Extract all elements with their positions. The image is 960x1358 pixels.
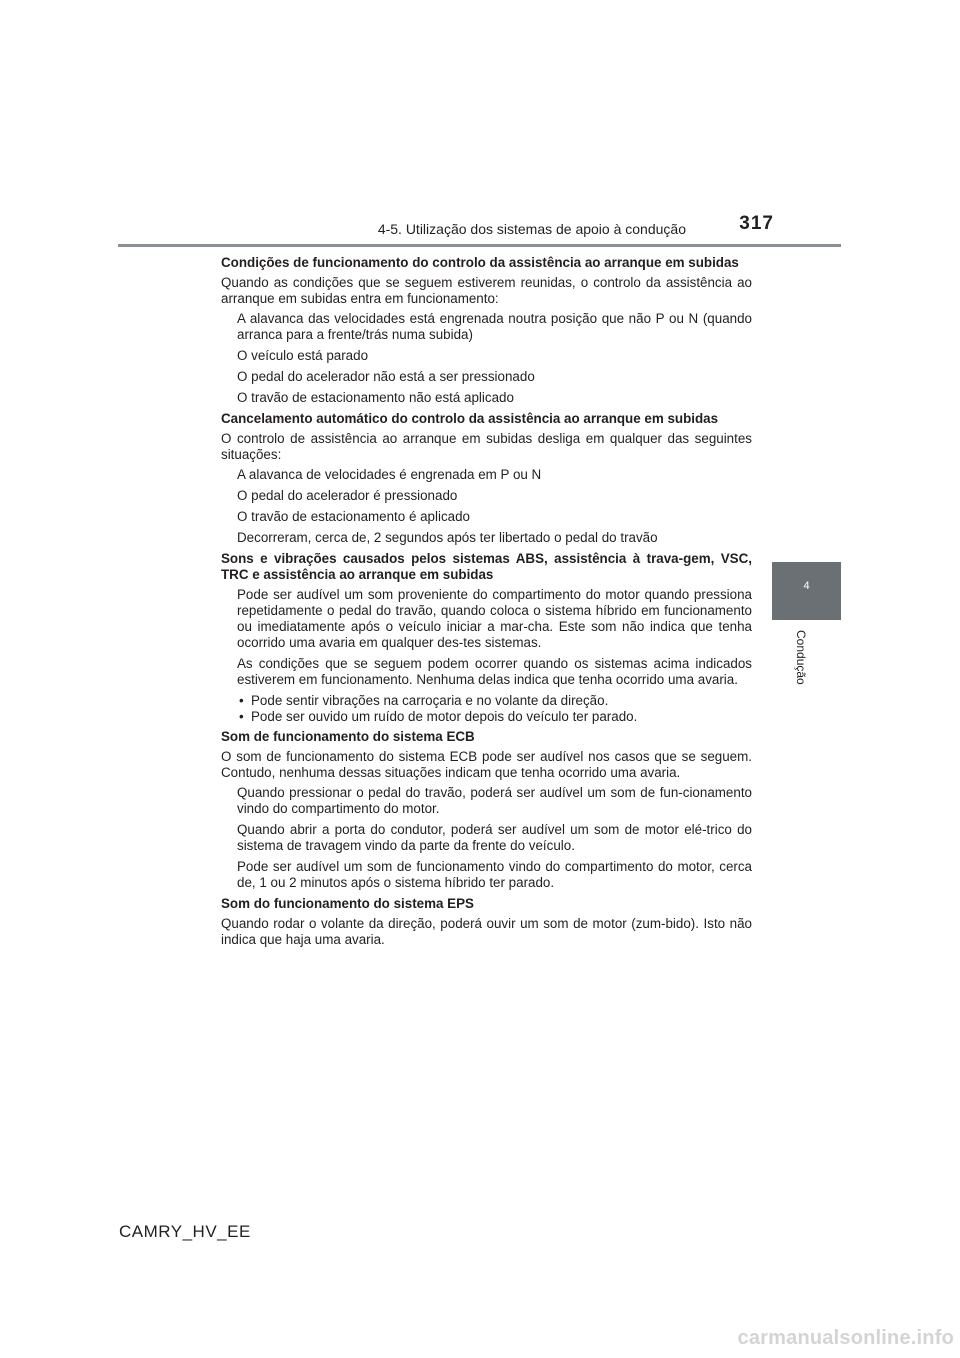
bullet-glyph: • [239, 709, 244, 724]
cancel-item: A alavanca de velocidades é engrenada em P ou N [237, 467, 542, 482]
chapter-label: Condução [794, 630, 808, 685]
condition-item: O travão de estacionamento não está aplicado [237, 390, 514, 405]
watermark: carmanualsonline.info [737, 1327, 954, 1349]
note-item: Pode ser audível um som proveniente do compartimento do motor quando pressiona repetidamente o pedal do travão, quando coloca o sistema híbrido em funcionamento ou imediatamente após o veículo iniciar a mar-cha. Este som não indica que tenha ocorrido uma avaria em qualquer des-tes sistemas. [237, 587, 752, 650]
section-title: 4-5. Utilização dos sistemas de apoio à condução [377, 221, 686, 237]
page-content [221, 255, 752, 952]
cancel-item: O travão de estacionamento é aplicado [237, 509, 470, 524]
condition-item: O pedal do acelerador não está a ser pressionado [237, 369, 535, 384]
section-heading: Cancelamento automático do controlo da assistência ao arranque em subidas [221, 411, 719, 426]
section-heading: Som do funcionamento do sistema EPS [221, 896, 474, 911]
bullet-item [239, 693, 752, 709]
bullet-glyph: • [239, 693, 244, 708]
model-code: CAMRY_HV_EE [119, 1222, 251, 1241]
section-heading: Som de funcionamento do sistema ECB [221, 729, 475, 744]
section-intro: Quando as condições que se seguem estiverem reunidas, o controlo da assistência ao arranque em subidas entra em funcionamento: [221, 275, 752, 306]
bullet-item [239, 709, 752, 725]
section-heading: Condições de funcionamento do controlo da assistência ao arranque em subidas [221, 255, 739, 270]
section-intro: Quando rodar o volante da direção, poderá ouvir um som de motor (zum-bido). Isto não indica que haja uma avaria. [221, 916, 752, 947]
condition-item: A alavanca das velocidades está engrenada noutra posição que não P ou N (quando arranca para a frente/trás numa subida) [237, 311, 752, 342]
section-intro: O som de funcionamento do sistema ECB pode ser audível nos casos que se seguem. Contudo, nenhuma dessas situações indicam que tenha ocorrido uma avaria. [221, 749, 752, 780]
bullet-list [221, 693, 752, 725]
cancel-item: O pedal do acelerador é pressionado [237, 488, 458, 503]
bullet-text: Pode sentir vibrações na carroçaria e no volante da direção. [251, 693, 609, 708]
sound-item: Pode ser audível um som de funcionamento vindo do compartimento do motor, cerca de, 1 ou 2 minutos após o sistema híbrido ter parado. [237, 859, 752, 890]
chapter-number: 4 [803, 580, 810, 592]
header-divider [118, 244, 841, 247]
condition-item: O veículo está parado [237, 348, 369, 363]
cancel-item: Decorreram, cerca de, 2 segundos após ter libertado o pedal do travão [237, 530, 658, 545]
bullet-text: Pode ser ouvido um ruído de motor depois do veículo ter parado. [251, 709, 638, 724]
section-intro: O controlo de assistência ao arranque em subidas desliga em qualquer das seguintes situações: [221, 431, 752, 462]
note-item: As condições que se seguem podem ocorrer quando os sistemas acima indicados estiverem em funcionamento. Nenhuma delas indica que tenha ocorrido uma avaria. [237, 656, 752, 687]
sound-item: Quando pressionar o pedal do travão, poderá ser audível um som de fun-cionamento vindo do compartimento do motor. [237, 785, 752, 816]
chapter-tab [772, 562, 841, 620]
section-heading: Sons e vibrações causados pelos sistemas ABS, assistência à trava-gem, VSC, TRC e assistência ao arranque em subidas [221, 551, 752, 582]
page-number: 317 [739, 213, 774, 234]
sound-item: Quando abrir a porta do condutor, poderá ser audível um som de motor elé-trico do sistema de travagem vindo da parte da frente do veículo. [237, 822, 752, 853]
